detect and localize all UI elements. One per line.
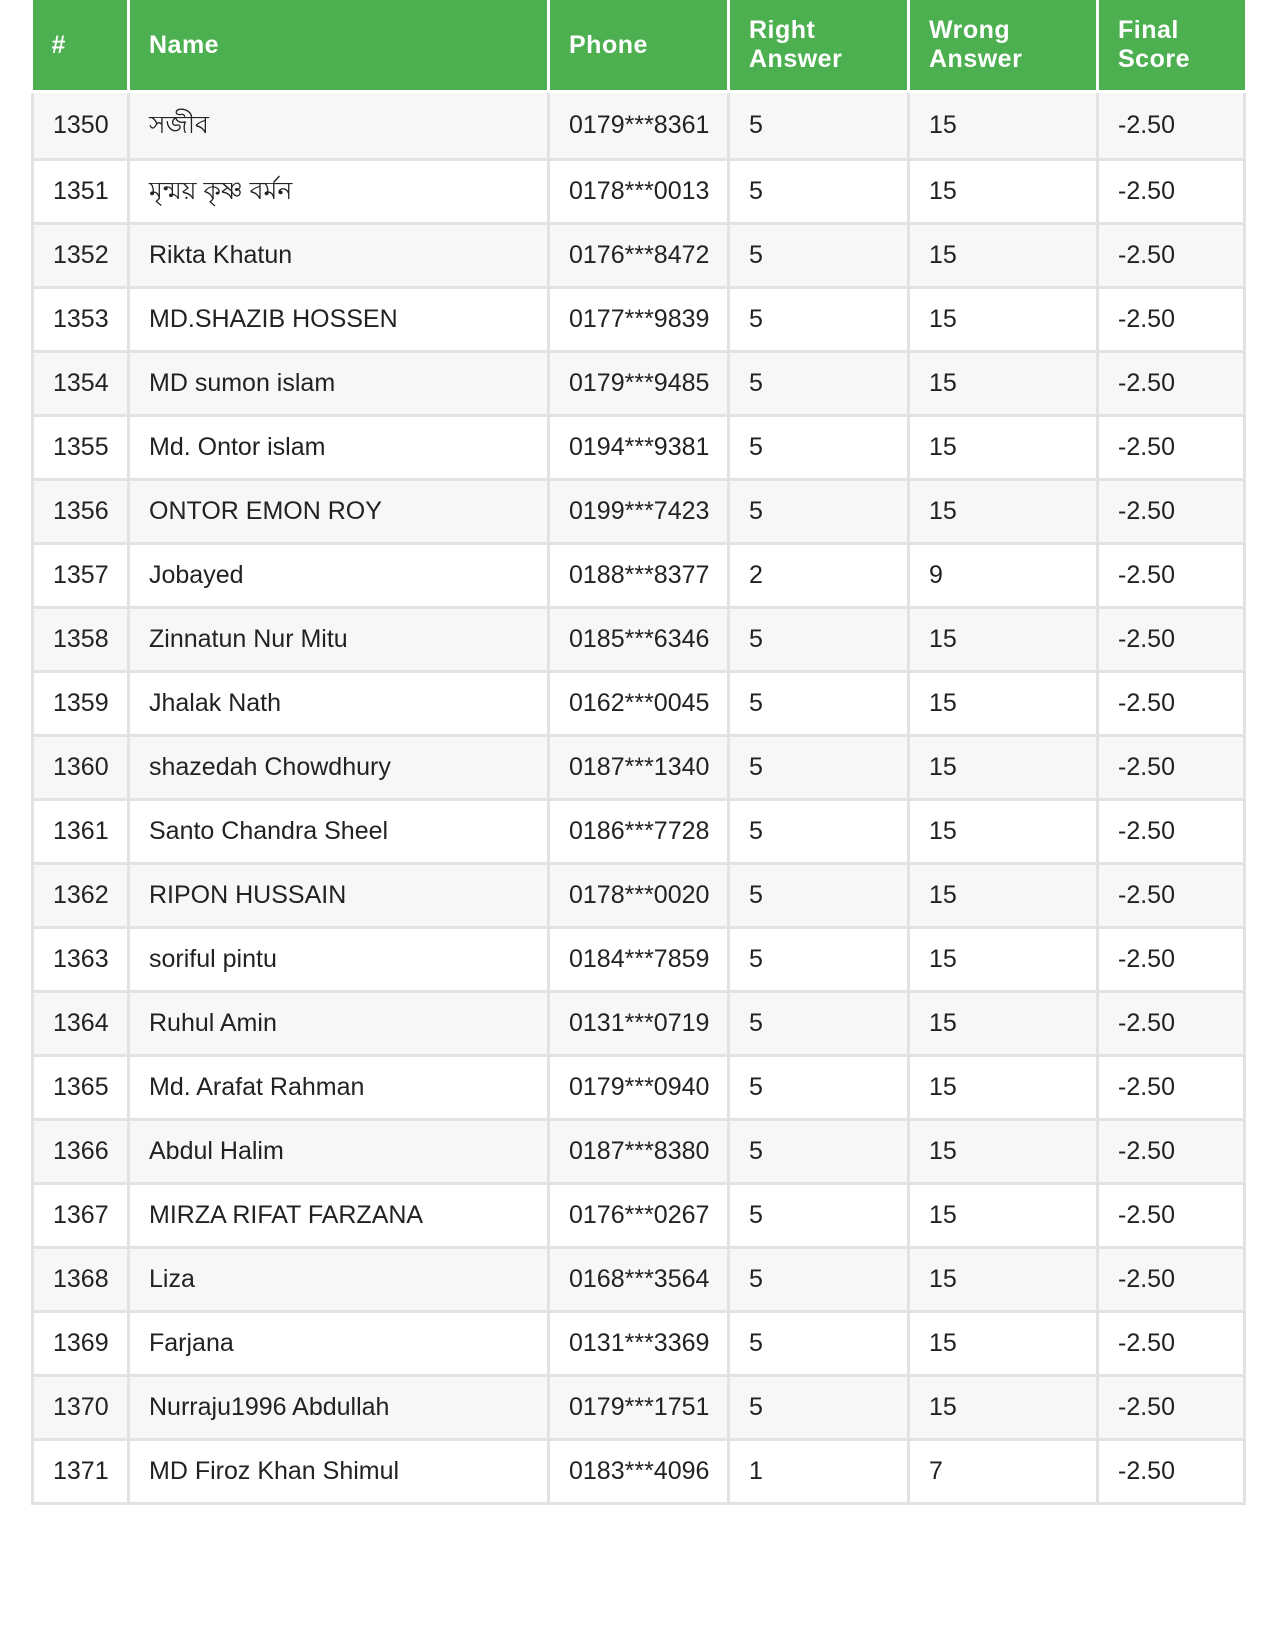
table-row xyxy=(33,1440,1245,1504)
cell-phone: 0179***0940 xyxy=(549,1056,729,1120)
cell-name: Jhalak Nath xyxy=(129,672,549,736)
cell-name: Zinnatun Nur Mitu xyxy=(129,608,549,672)
cell-number: 1360 xyxy=(33,736,129,800)
cell-final-score: -2.50 xyxy=(1098,288,1245,352)
table-row xyxy=(33,736,1245,800)
cell-phone: 0176***8472 xyxy=(549,224,729,288)
cell-final-score: -2.50 xyxy=(1098,1312,1245,1376)
cell-number: 1354 xyxy=(33,352,129,416)
cell-wrong-answer: 15 xyxy=(909,736,1098,800)
cell-name: Md. Ontor islam xyxy=(129,416,549,480)
cell-number: 1353 xyxy=(33,288,129,352)
cell-number: 1368 xyxy=(33,1248,129,1312)
table-row xyxy=(33,608,1245,672)
cell-number: 1366 xyxy=(33,1120,129,1184)
cell-right-answer: 5 xyxy=(729,416,909,480)
cell-name: MD Firoz Khan Shimul xyxy=(129,1440,549,1504)
cell-phone: 0179***1751 xyxy=(549,1376,729,1440)
cell-name: MD.SHAZIB HOSSEN xyxy=(129,288,549,352)
cell-name: MD sumon islam xyxy=(129,352,549,416)
cell-wrong-answer: 15 xyxy=(909,1056,1098,1120)
cell-phone: 0178***0020 xyxy=(549,864,729,928)
cell-name: soriful pintu xyxy=(129,928,549,992)
cell-phone: 0168***3564 xyxy=(549,1248,729,1312)
cell-wrong-answer: 15 xyxy=(909,928,1098,992)
cell-right-answer: 5 xyxy=(729,672,909,736)
table-row xyxy=(33,928,1245,992)
cell-right-answer: 5 xyxy=(729,352,909,416)
cell-number: 1352 xyxy=(33,224,129,288)
cell-number: 1358 xyxy=(33,608,129,672)
table-row xyxy=(33,92,1245,160)
table-row xyxy=(33,544,1245,608)
cell-phone: 0194***9381 xyxy=(549,416,729,480)
cell-number: 1351 xyxy=(33,160,129,224)
table-row xyxy=(33,160,1245,224)
table-row xyxy=(33,224,1245,288)
cell-final-score: -2.50 xyxy=(1098,92,1245,160)
header-row xyxy=(33,0,1245,92)
header-phone: Phone xyxy=(549,0,729,92)
table-header xyxy=(33,0,1245,92)
cell-name: Liza xyxy=(129,1248,549,1312)
table-row xyxy=(33,992,1245,1056)
cell-wrong-answer: 15 xyxy=(909,608,1098,672)
cell-right-answer: 5 xyxy=(729,1376,909,1440)
cell-right-answer: 5 xyxy=(729,1312,909,1376)
table-row xyxy=(33,480,1245,544)
cell-number: 1363 xyxy=(33,928,129,992)
cell-number: 1370 xyxy=(33,1376,129,1440)
cell-number: 1357 xyxy=(33,544,129,608)
cell-final-score: -2.50 xyxy=(1098,1120,1245,1184)
cell-name: RIPON HUSSAIN xyxy=(129,864,549,928)
table-body xyxy=(33,92,1245,1504)
cell-phone: 0187***1340 xyxy=(549,736,729,800)
cell-phone: 0188***8377 xyxy=(549,544,729,608)
cell-final-score: -2.50 xyxy=(1098,1056,1245,1120)
cell-wrong-answer: 7 xyxy=(909,1440,1098,1504)
cell-phone: 0179***8361 xyxy=(549,92,729,160)
cell-final-score: -2.50 xyxy=(1098,672,1245,736)
cell-right-answer: 5 xyxy=(729,736,909,800)
cell-phone: 0184***7859 xyxy=(549,928,729,992)
cell-wrong-answer: 15 xyxy=(909,672,1098,736)
cell-final-score: -2.50 xyxy=(1098,736,1245,800)
cell-right-answer: 5 xyxy=(729,1248,909,1312)
cell-final-score: -2.50 xyxy=(1098,224,1245,288)
cell-phone: 0187***8380 xyxy=(549,1120,729,1184)
cell-wrong-answer: 15 xyxy=(909,352,1098,416)
cell-right-answer: 5 xyxy=(729,1056,909,1120)
cell-phone: 0199***7423 xyxy=(549,480,729,544)
cell-name: সজীব xyxy=(129,92,549,160)
cell-right-answer: 5 xyxy=(729,800,909,864)
cell-number: 1356 xyxy=(33,480,129,544)
cell-right-answer: 5 xyxy=(729,1120,909,1184)
cell-final-score: -2.50 xyxy=(1098,928,1245,992)
cell-number: 1362 xyxy=(33,864,129,928)
results-table xyxy=(31,0,1246,1505)
cell-wrong-answer: 15 xyxy=(909,864,1098,928)
cell-number: 1359 xyxy=(33,672,129,736)
cell-right-answer: 5 xyxy=(729,864,909,928)
table-row xyxy=(33,1056,1245,1120)
cell-right-answer: 5 xyxy=(729,480,909,544)
cell-wrong-answer: 15 xyxy=(909,1120,1098,1184)
table-row xyxy=(33,1120,1245,1184)
cell-wrong-answer: 15 xyxy=(909,1184,1098,1248)
cell-wrong-answer: 15 xyxy=(909,992,1098,1056)
cell-name: Abdul Halim xyxy=(129,1120,549,1184)
cell-final-score: -2.50 xyxy=(1098,800,1245,864)
table-row xyxy=(33,1248,1245,1312)
cell-phone: 0162***0045 xyxy=(549,672,729,736)
header-name: Name xyxy=(129,0,549,92)
cell-wrong-answer: 15 xyxy=(909,92,1098,160)
cell-final-score: -2.50 xyxy=(1098,864,1245,928)
cell-phone: 0176***0267 xyxy=(549,1184,729,1248)
cell-final-score: -2.50 xyxy=(1098,352,1245,416)
cell-final-score: -2.50 xyxy=(1098,608,1245,672)
table-row xyxy=(33,416,1245,480)
cell-right-answer: 5 xyxy=(729,92,909,160)
table-row xyxy=(33,288,1245,352)
cell-right-answer: 5 xyxy=(729,608,909,672)
cell-name: Ruhul Amin xyxy=(129,992,549,1056)
table-row xyxy=(33,1312,1245,1376)
cell-final-score: -2.50 xyxy=(1098,1440,1245,1504)
table-row xyxy=(33,672,1245,736)
cell-number: 1371 xyxy=(33,1440,129,1504)
table-row xyxy=(33,800,1245,864)
cell-phone: 0183***4096 xyxy=(549,1440,729,1504)
cell-right-answer: 5 xyxy=(729,224,909,288)
cell-final-score: -2.50 xyxy=(1098,1376,1245,1440)
cell-number: 1367 xyxy=(33,1184,129,1248)
cell-name: Nurraju1996 Abdullah xyxy=(129,1376,549,1440)
cell-phone: 0131***3369 xyxy=(549,1312,729,1376)
cell-right-answer: 5 xyxy=(729,928,909,992)
cell-wrong-answer: 15 xyxy=(909,800,1098,864)
cell-wrong-answer: 15 xyxy=(909,160,1098,224)
cell-name: Md. Arafat Rahman xyxy=(129,1056,549,1120)
cell-name: Rikta Khatun xyxy=(129,224,549,288)
cell-wrong-answer: 9 xyxy=(909,544,1098,608)
cell-final-score: -2.50 xyxy=(1098,1248,1245,1312)
cell-final-score: -2.50 xyxy=(1098,160,1245,224)
cell-wrong-answer: 15 xyxy=(909,288,1098,352)
cell-wrong-answer: 15 xyxy=(909,224,1098,288)
cell-number: 1364 xyxy=(33,992,129,1056)
cell-number: 1365 xyxy=(33,1056,129,1120)
table-row xyxy=(33,352,1245,416)
cell-final-score: -2.50 xyxy=(1098,544,1245,608)
header-number: # xyxy=(33,0,129,92)
cell-final-score: -2.50 xyxy=(1098,1184,1245,1248)
cell-wrong-answer: 15 xyxy=(909,480,1098,544)
cell-right-answer: 5 xyxy=(729,288,909,352)
cell-right-answer: 5 xyxy=(729,992,909,1056)
cell-name: MIRZA RIFAT FARZANA xyxy=(129,1184,549,1248)
cell-phone: 0178***0013 xyxy=(549,160,729,224)
cell-name: মৃন্ময় কৃষ্ণ বর্মন xyxy=(129,160,549,224)
cell-right-answer: 1 xyxy=(729,1440,909,1504)
cell-phone: 0177***9839 xyxy=(549,288,729,352)
cell-phone: 0179***9485 xyxy=(549,352,729,416)
header-right-answer: Right Answer xyxy=(729,0,909,92)
cell-phone: 0185***6346 xyxy=(549,608,729,672)
cell-right-answer: 2 xyxy=(729,544,909,608)
cell-final-score: -2.50 xyxy=(1098,416,1245,480)
cell-name: Santo Chandra Sheel xyxy=(129,800,549,864)
cell-name: ONTOR EMON ROY xyxy=(129,480,549,544)
cell-right-answer: 5 xyxy=(729,160,909,224)
cell-wrong-answer: 15 xyxy=(909,1376,1098,1440)
cell-final-score: -2.50 xyxy=(1098,480,1245,544)
header-wrong-answer: Wrong Answer xyxy=(909,0,1098,92)
header-final-score: Final Score xyxy=(1098,0,1245,92)
cell-name: shazedah Chowdhury xyxy=(129,736,549,800)
cell-name: Jobayed xyxy=(129,544,549,608)
table-row xyxy=(33,864,1245,928)
cell-phone: 0131***0719 xyxy=(549,992,729,1056)
table-row xyxy=(33,1376,1245,1440)
cell-number: 1361 xyxy=(33,800,129,864)
cell-name: Farjana xyxy=(129,1312,549,1376)
cell-number: 1350 xyxy=(33,92,129,160)
cell-number: 1355 xyxy=(33,416,129,480)
cell-phone: 0186***7728 xyxy=(549,800,729,864)
table-row xyxy=(33,1184,1245,1248)
cell-wrong-answer: 15 xyxy=(909,1312,1098,1376)
cell-wrong-answer: 15 xyxy=(909,1248,1098,1312)
cell-right-answer: 5 xyxy=(729,1184,909,1248)
cell-number: 1369 xyxy=(33,1312,129,1376)
cell-wrong-answer: 15 xyxy=(909,416,1098,480)
cell-final-score: -2.50 xyxy=(1098,992,1245,1056)
